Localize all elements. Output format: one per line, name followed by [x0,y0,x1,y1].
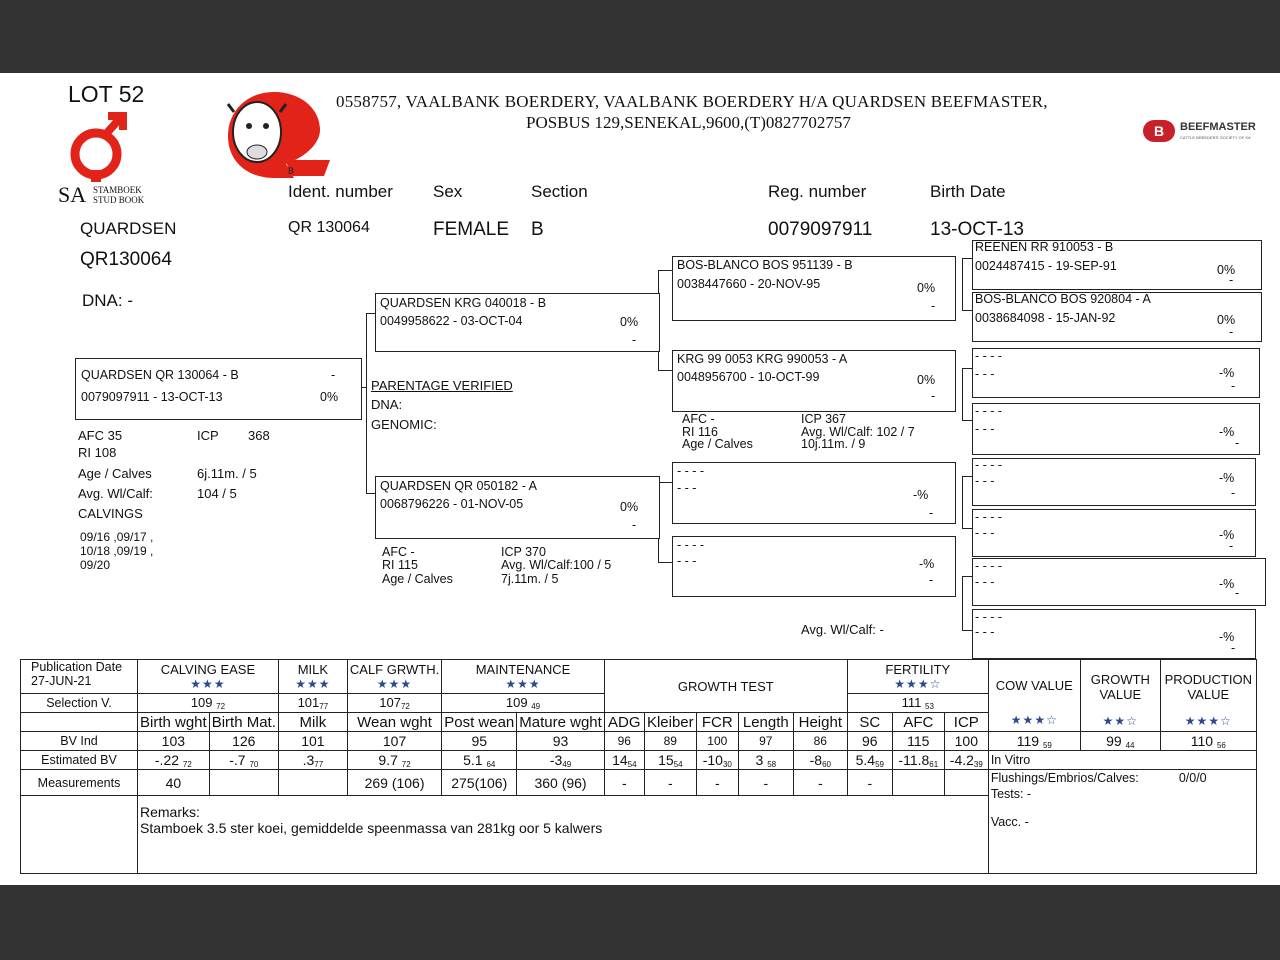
publication-cell: Publication Date 27-JUN-21 [21,660,138,694]
self-wl-label: Avg. Wl/Calf: [78,486,153,501]
grandparent-box: - - - - - - - -% - [672,536,956,597]
animal-code: QR130064 [80,249,172,270]
ebv-cell: $15_{54}$ [644,751,696,770]
avg-wl-calf: Avg. Wl/Calf: - [801,622,884,637]
dam-wl: Avg. Wl/Calf:100 / 5 [501,558,612,572]
bv-cell: 126 [209,732,278,751]
bv-cell: 97 [738,732,793,751]
flushings-cell: Flushings/Embrios/Calves: 0/0/0 Tests: - Vacc. - [988,770,1256,874]
bottom-dark-bar [0,885,1280,960]
ebv-cell: -.7 $_{70}$ [209,751,278,770]
col-header: Birth Mat. [209,713,278,732]
col-header: Height [793,713,847,732]
col-header: FCR [696,713,738,732]
sa-logo-letters: SA [58,182,87,207]
cow-value-header: COW VALUE ★★★☆ [988,660,1080,732]
meas-cell: 360 (96) [517,770,605,796]
meas-cell [944,770,988,796]
bv-cell: 95 [442,732,517,751]
col-header: Wean wght [347,713,441,732]
parentage-genomic: GENOMIC: [371,417,437,432]
great-grandparent-box: - - - - - - - -% - [972,609,1256,659]
dam-icp: ICP 370 [501,545,546,559]
bv-cell: 107 [347,732,441,751]
self-age: 6j.11m. / 5 [197,466,257,481]
meas-cell: - [696,770,738,796]
great-grandparent-box: - - - - - - - -% - [972,348,1260,398]
birth-date: 13-OCT-13 [930,219,1024,240]
ebv-cell: $-4.2_{39}$ [944,751,988,770]
fertility-stars: ★★★☆ [894,677,942,691]
measurements-label: Measurements [21,770,138,796]
maintenance-header: MAINTENANCE ★★★ [442,660,605,694]
meas-cell [209,770,278,796]
gp-afc: AFC - [682,412,715,426]
ident-number: QR 130064 [288,219,370,236]
ebv-cell: 5.1 $_{64}$ [442,751,517,770]
breeder-logo-letter: B [288,166,295,176]
selection-calf: $107_{72}$ [347,694,441,713]
selection-calving: 109 $_{72}$ [138,694,279,713]
meas-cell: - [644,770,696,796]
grandparent-box: BOS-BLANCO BOS 951139 - B 0038447660 - 20-NOV-95 0% - [672,256,956,321]
grandparent-box: - - - - - - - -% - [672,462,956,524]
cow-value-stars: ★★★☆ [1010,713,1058,727]
meas-cell: 269 (106) [347,770,441,796]
calving-ease-stars: ★★★ [190,677,226,691]
growth-value-stars: ★★☆ [1102,714,1138,728]
dam-age: 7j.11m. / 5 [501,572,559,586]
bv-cell: 89 [644,732,696,751]
great-grandparent-box: - - - - - - - -% - [972,403,1260,455]
milk-header: MILK ★★★ [278,660,347,694]
great-grandparent-box: REENEN RR 910053 - B 0024487415 - 19-SEP-91 0% - [972,240,1262,290]
gp-wl: Avg. Wl/Calf: 102 / 7 [801,425,915,439]
section-value: B [531,219,544,240]
self-afc: AFC 35 [78,428,123,443]
breeder-address-line1: 0558757, VAALBANK BOERDERY, VAALBANK BOERDERY H/A QUARDSEN BEEFMASTER, [336,92,1048,111]
bv-cell: 103 [138,732,210,751]
meas-cell: - [793,770,847,796]
remarks-cell: Remarks: Stamboek 3.5 ster koei, gemiddelde speenmassa van 281kg oor 5 kalwers [138,796,989,874]
section-label: Section [531,182,588,201]
meas-cell: 275(106) [442,770,517,796]
meas-cell [892,770,944,796]
animal-name: QUARDSEN [80,219,177,238]
breeder-cow-logo-icon [224,90,330,186]
dam-ri: RI 115 [382,558,418,572]
ident-label: Ident. number [288,182,393,201]
calf-growth-stars: ★★★ [376,677,413,691]
production-value-stars: ★★★☆ [1184,714,1232,728]
self-age-label: Age / Calves [78,466,152,481]
self-pedigree-box: QUARDSEN QR 130064 - B - 0079097911 - 13-OCT-13 0% [75,358,362,420]
ebv-cell: $-3_{49}$ [517,751,605,770]
col-header: SC [847,713,892,732]
sex-value: FEMALE [433,219,510,240]
reg-number: 0079097911 [768,219,873,240]
growth-value-header: GROWTH VALUE ★★☆ [1080,660,1160,732]
grandparent-box: KRG 99 0053 KRG 990053 - A 0048956700 - 10-OCT-99 0% - [672,350,956,412]
beefmaster-badge-icon: B [1143,120,1175,142]
self-icp-label: ICP [197,428,219,443]
reg-label: Reg. number [768,182,867,201]
great-grandparent-box: - - - - - - - -% - [972,558,1266,606]
beefmaster-name: BEEFMASTER [1180,121,1256,133]
calvings-list: 09/16 ,09/17 , 10/18 ,09/19 , 09/20 [80,530,154,572]
bv-label: BV Ind [21,732,138,751]
animal-dna: DNA: - [82,291,133,310]
calving-ease-header: CALVING EASE ★★★ [138,660,279,694]
col-header: AFC [892,713,944,732]
great-grandparent-box: BOS-BLANCO BOS 920804 - A 0038684098 - 15-JAN-92 0% - [972,292,1262,342]
dam-age-label: Age / Calves [382,572,453,586]
bv-cell: 101 [278,732,347,751]
meas-cell: 40 [138,770,210,796]
gp-ri: RI 116 [682,425,718,439]
ebv-table [20,659,1257,874]
parentage-dna: DNA: [371,397,403,412]
parentage-verified: PARENTAGE VERIFIED [371,378,513,393]
self-wl: 104 / 5 [197,486,237,501]
bv-cell: 93 [517,732,605,751]
maintenance-stars: ★★★ [505,677,541,691]
great-grandparent-box: - - - - - - - -% - [972,458,1256,506]
col-header: Mature wght [517,713,605,732]
col-header: Birth wght [138,713,210,732]
calvings-label: CALVINGS [78,506,143,521]
col-header: Kleiber [644,713,696,732]
top-dark-bar [0,0,1280,73]
ebv-cell: $5.4_{59}$ [847,751,892,770]
growth-value-bv: 99 $_{44}$ [1080,732,1160,751]
beefmaster-tagline: CATTLE BREEDERS' SOCIETY OF SA [1180,135,1251,140]
bv-cell: 96 [847,732,892,751]
cow-value-bv: 119 $_{59}$ [988,732,1080,751]
production-value-bv: 110 $_{56}$ [1160,732,1256,751]
meas-cell: - [847,770,892,796]
production-value-header: PRODUCTION VALUE ★★★☆ [1160,660,1256,732]
ebv-cell: $.3_{77}$ [278,751,347,770]
sire-box: QUARDSEN KRG 040018 - B 0049958622 - 03-OCT-04 0% - [375,293,660,352]
bv-cell: 96 [604,732,644,751]
bv-cell: 100 [944,732,988,751]
birth-label: Birth Date [930,182,1006,201]
sa-logo-text: STAMBOEK STUD BOOK [93,185,145,205]
selection-fertility: 111 $_{53}$ [847,694,988,713]
ebv-cell: $-8_{60}$ [793,751,847,770]
selection-milk: $101_{77}$ [278,694,347,713]
breeder-address-line2: POSBUS 129,SENEKAL,9600,(T)0827702757 [526,113,851,132]
gp-icp: ICP 367 [801,412,846,426]
growth-test-header: GROWTH TEST [604,660,847,713]
self-icp: 368 [248,428,270,443]
meas-cell: - [738,770,793,796]
bv-cell: 115 [892,732,944,751]
meas-cell [278,770,347,796]
ebv-cell: $-11.8_{61}$ [892,751,944,770]
col-header: ADG [604,713,644,732]
bv-cell: 86 [793,732,847,751]
dam-afc: AFC - [382,545,415,559]
col-header: Milk [278,713,347,732]
ebv-cell: -.22 $_{72}$ [138,751,210,770]
bv-cell: 100 [696,732,738,751]
ebv-label: Estimated BV [21,751,138,770]
selection-maintenance: 109 $_{49}$ [442,694,605,713]
col-header: Length [738,713,793,732]
dam-box: QUARDSEN QR 050182 - A 0068796226 - 01-NOV-05 0% - [375,476,660,539]
sex-label: Sex [433,182,463,201]
ebv-cell: 9.7 $_{72}$ [347,751,441,770]
gp-age-label: Age / Calves [682,437,753,451]
milk-stars: ★★★ [295,677,331,691]
meas-cell: - [604,770,644,796]
col-header: Post wean [442,713,517,732]
col-header: ICP [944,713,988,732]
fertility-header: FERTILITY ★★★☆ [847,660,988,694]
lot-number: LOT 52 [68,81,145,107]
self-ri: RI 108 [78,445,117,460]
great-grandparent-box: - - - - - - - -% - [972,509,1256,557]
ebv-cell: $-10_{30}$ [696,751,738,770]
ebv-cell: $14_{54}$ [604,751,644,770]
selection-label: Selection V. [21,694,138,713]
calf-growth-header: CALF GRWTH. ★★★ [347,660,441,694]
ebv-cell: 3 $_{58}$ [738,751,793,770]
gp-age: 10j.11m. / 9 [801,437,866,451]
female-symbol-icon [68,108,132,182]
in-vitro: In Vitro [988,751,1256,770]
